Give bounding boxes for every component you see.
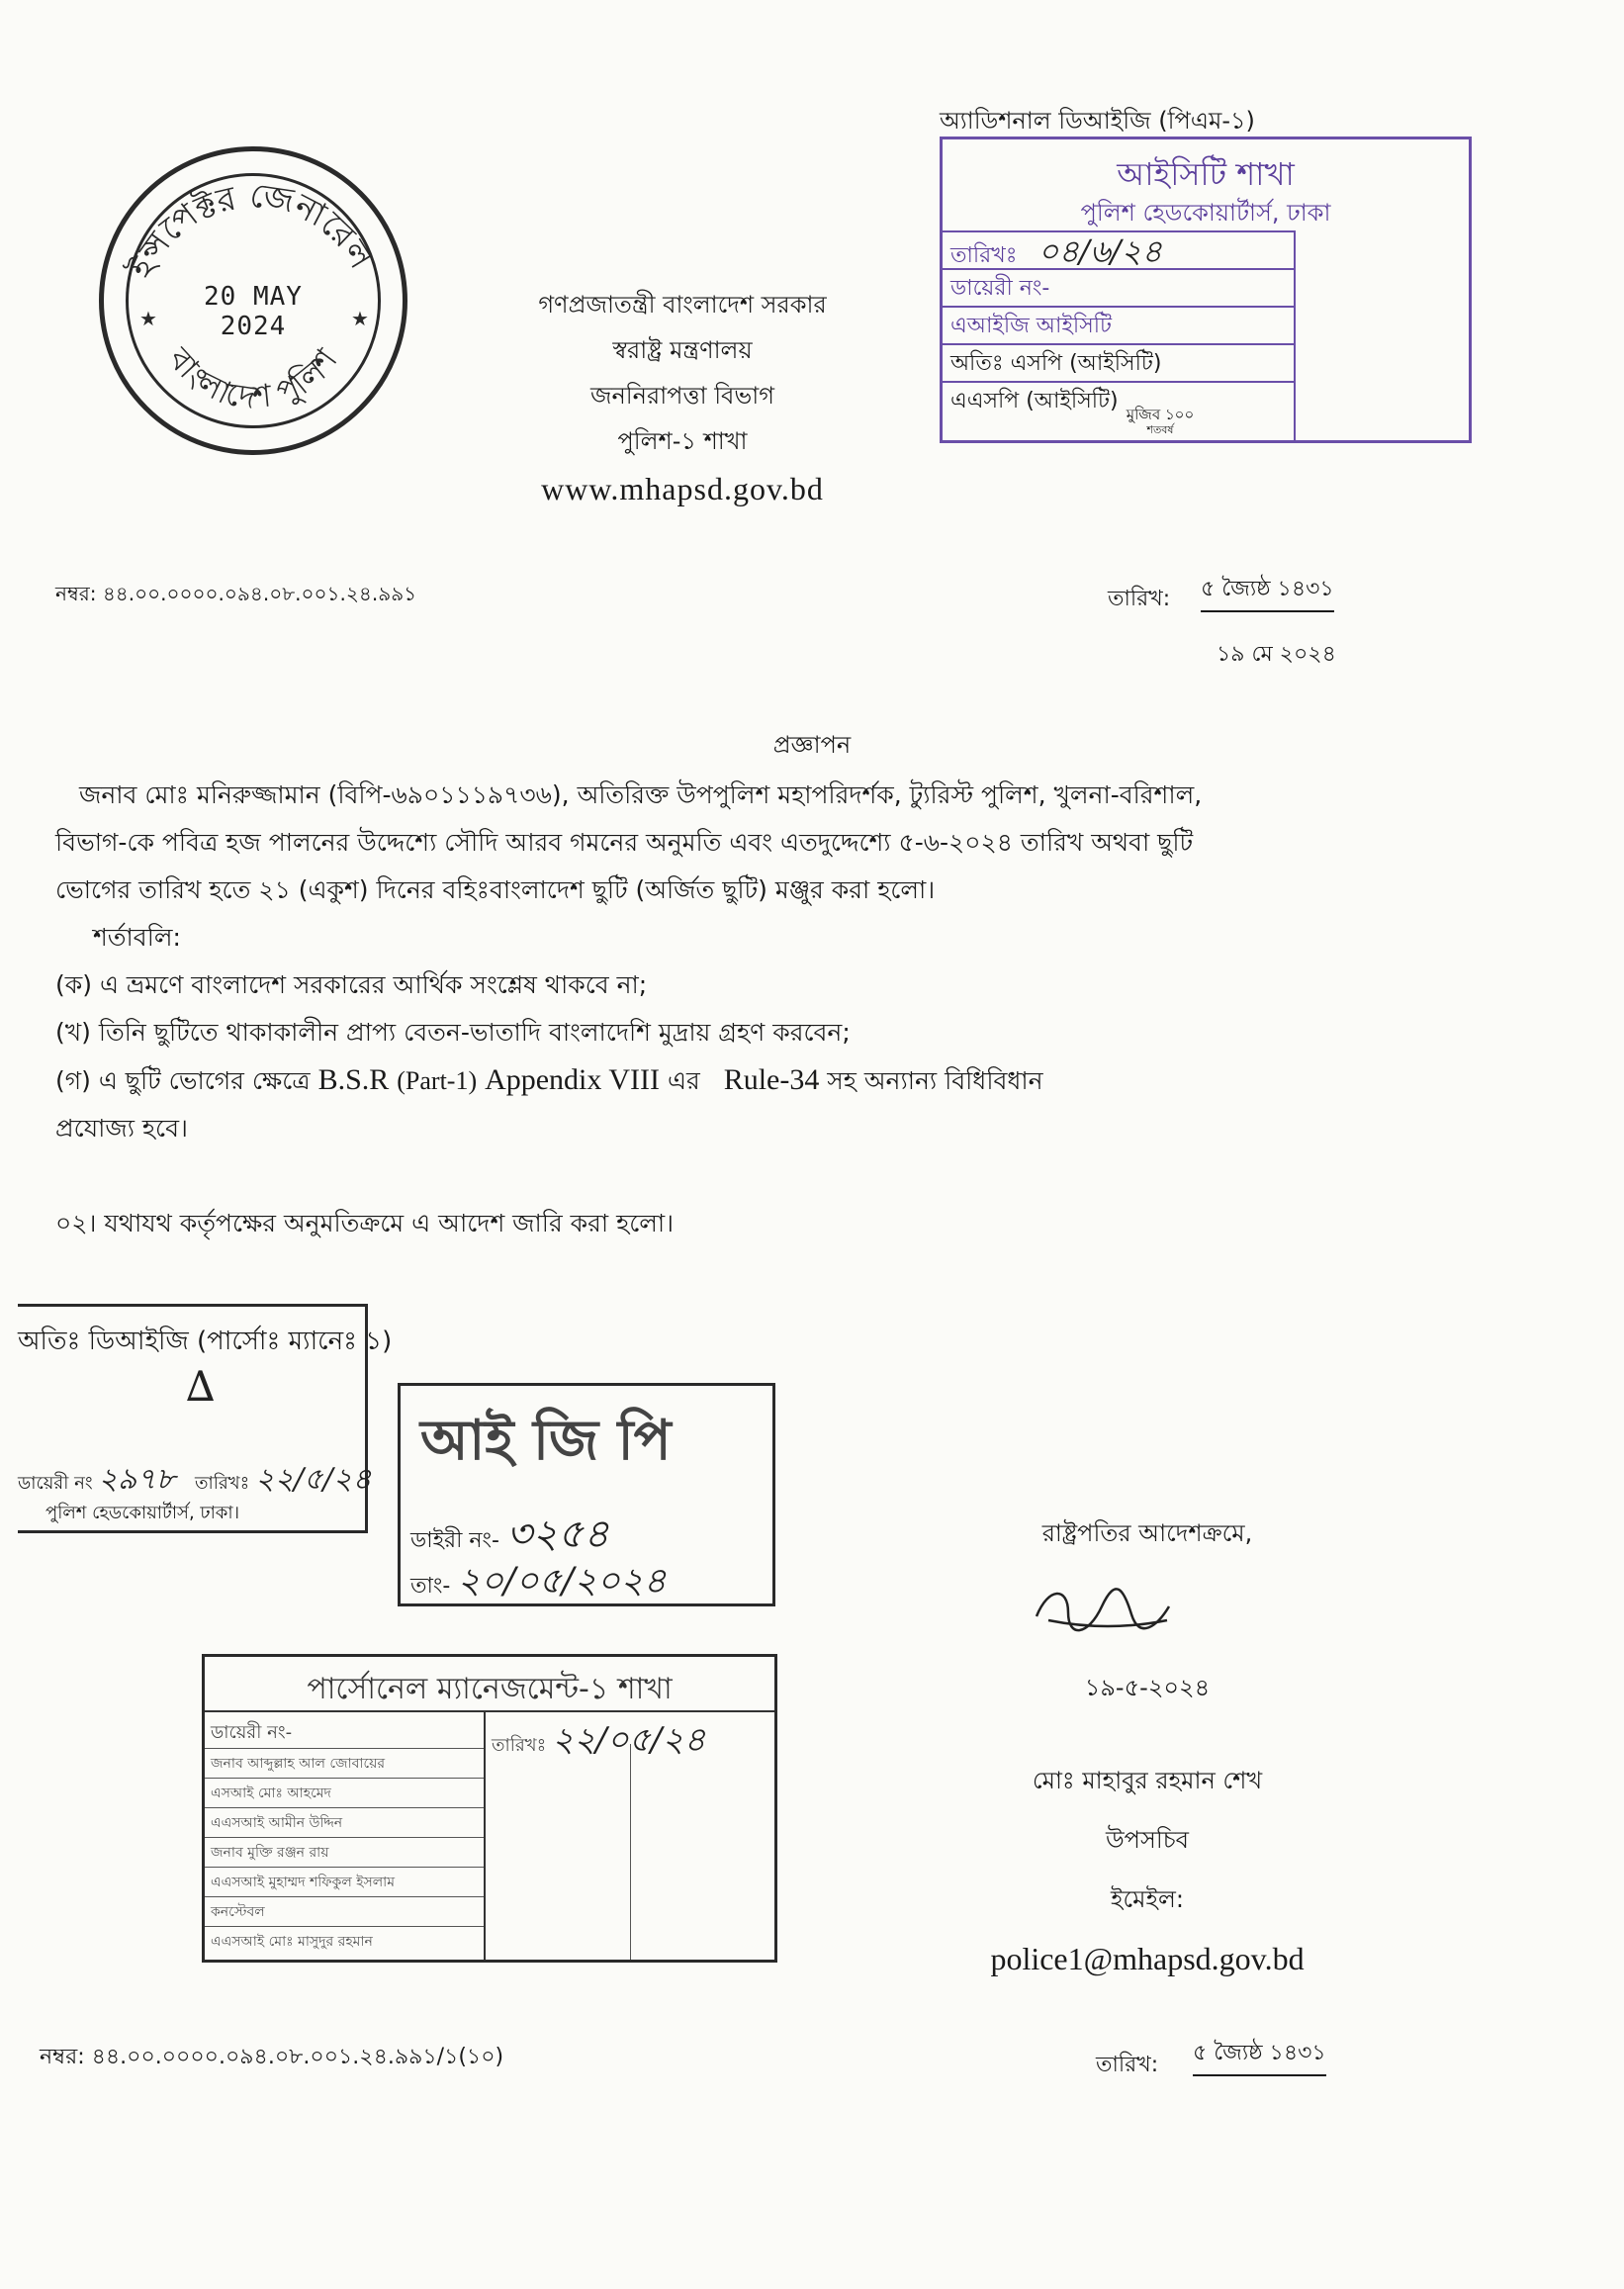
signatory-name: মোঃ মাহাবুর রহমান শেখ xyxy=(1032,1767,1263,1794)
igp-diary-value: ৩২৫৪ xyxy=(505,1511,609,1557)
spacer xyxy=(55,1152,1381,1200)
ict-branch-title: আইসিটি শাখা xyxy=(1117,155,1295,193)
mujib-100-text: মুজিব ১০০ xyxy=(1126,406,1195,423)
mujib-100-logo xyxy=(1121,407,1200,438)
igp-date-value: ২০/০৫/২০২৪ xyxy=(457,1561,667,1602)
condition-ga-bsr: B.S.R xyxy=(317,1063,390,1096)
footer-memo-date-label: তারিখ: xyxy=(1096,2053,1159,2077)
addl-dig-date-value: ২২/৫/২৪ xyxy=(254,1462,372,1497)
pm-row-1: জনাব আব্দুল্লাহ আল জোবায়ের xyxy=(205,1748,484,1778)
ict-row-asp-label: এএসপি (আইসিটি) xyxy=(950,389,1119,413)
para-line-1: জনাব মোঃ মনিরুজ্জামান (বিপি-৬৯০১১১৯৭৩৬), অতিরিক্ত উপপুলিশ মহাপরিদর্শক, ট্যুরিস্ট পুলিশ, খুলনা-বরিশাল, xyxy=(79,780,1203,809)
gov-line-3: জননিরাপত্তা বিভাগ xyxy=(590,382,774,410)
email-link[interactable]: police1@mhapsd.gov.bd xyxy=(990,1941,1305,1976)
condition-ka: (ক) এ ভ্রমণে বাংলাদেশ সরকারের আর্থিক সংশ্লেষ থাকবে না; xyxy=(55,970,648,999)
paragraph-02: ০২। যথাযথ কর্তৃপক্ষের অনুমতিক্রমে এ আদেশ জারি করা হলো। xyxy=(55,1209,675,1237)
condition-ga-line-2: প্রযোজ্য হবে। xyxy=(55,1114,188,1143)
pm-date-row xyxy=(492,1714,705,1771)
gov-line-4: পুলিশ-১ শাখা xyxy=(617,427,748,455)
seal-top-text: ইন্সপেক্টর জেনারেল xyxy=(121,175,382,285)
igp-stamp-title: আই জি পি xyxy=(420,1409,672,1473)
ict-date-label: তারিখঃ xyxy=(950,243,1018,268)
ict-date-row xyxy=(943,230,1294,268)
addl-dig-heading: অ্যাডিশনাল ডিআইজি (পিএম-১) xyxy=(940,107,1255,135)
ict-branch-stamp xyxy=(940,137,1472,443)
condition-ga-rule: Rule-34 xyxy=(723,1063,820,1096)
signatory-designation: উপসচিব xyxy=(1105,1826,1190,1854)
memo-date-english: ১৯ মে ২০২৪ xyxy=(1217,642,1336,667)
gov-line-1: গণপ্রজাতন্ত্রী বাংলাদেশ সরকার xyxy=(538,291,827,319)
ict-diary-label: ডায়েরী নং- xyxy=(950,276,1050,301)
gov-website-link[interactable]: www.mhapsd.gov.bd xyxy=(541,471,824,506)
seal-star-left: ★ xyxy=(139,307,157,330)
svg-text:বাংলাদেশ পুলিশ xyxy=(160,339,345,416)
signature-spacer xyxy=(930,1717,1365,1751)
seal-bottom-text: বাংলাদেশ পুলিশ xyxy=(160,339,345,416)
pm-row-5: এএসআই মুহাম্মদ শফিকুল ইসলাম xyxy=(205,1867,484,1896)
pm-row-3: এএসআই আমীন উদ্দিন xyxy=(205,1807,484,1837)
seal-star-right: ★ xyxy=(351,307,369,330)
pm-stamp-heading: পার্সোনেল ম্যানেজমেন্ট-১ শাখা xyxy=(307,1672,673,1706)
mujib-100-subtext: শতবর্ষ xyxy=(1146,423,1174,436)
pm-row-4: জনাব মুক্তি রঞ্জন রায় xyxy=(205,1837,484,1867)
by-order-of-president: রাষ্ট্রপতির আদেশক্রমে, xyxy=(1041,1519,1253,1547)
pm-column-divider-1 xyxy=(484,1710,486,1960)
para-line-2: বিভাগ-কে পবিত্র হজ পালনের উদ্দেশ্যে সৌদি আরব গমনের অনুমতি এবং এতদুদ্দেশ্যে ৫-৬-২০২৪ তারিখ অথবা ছুটি xyxy=(55,828,1194,857)
conditions-title: শর্তাবলি: xyxy=(93,923,181,952)
pm-column-divider-2 xyxy=(630,1744,631,1960)
ict-hq-line: পুলিশ হেডকোয়ার্টার্স, ঢাকা xyxy=(1080,199,1331,227)
personnel-mgmt-stamp xyxy=(202,1654,777,1963)
igp-date-label: তাং- xyxy=(410,1574,451,1599)
pm-diary-label: ডায়েরী নং- xyxy=(211,1722,293,1743)
memo-date-label: তারিখ: xyxy=(1108,587,1171,611)
signature-image xyxy=(930,1563,1365,1658)
email-label: ইমেইল: xyxy=(1111,1885,1184,1913)
addl-dig-stamp xyxy=(18,1304,393,1533)
igp-date-row xyxy=(410,1554,667,1613)
igp-diary-label: ডাইরী নং- xyxy=(410,1528,499,1553)
footer-memo-date-bangla: ৫ জ্যৈষ্ঠ ১৪৩১ xyxy=(1193,2036,1326,2076)
condition-ga xyxy=(55,1056,1381,1105)
signature-scribble xyxy=(1029,1577,1177,1646)
ict-row-aig-label: এআইজি আইসিটি xyxy=(950,314,1113,338)
ict-row-aig xyxy=(943,306,1294,343)
addl-dig-stamp-heading: অতিঃ ডিআইজি (পার্সোঃ ম্যানেঃ ১) xyxy=(18,1327,393,1356)
ict-row-asp xyxy=(943,381,1294,418)
pm-row-7: এএসআই মোঃ মাসুদুর রহমান xyxy=(205,1926,484,1956)
condition-ga-part: (Part-1) xyxy=(397,1066,478,1095)
addl-dig-stamp-footer: পুলিশ হেডকোয়ার্টার্স, ঢাকা। xyxy=(45,1503,240,1523)
ict-row-addl-sp xyxy=(943,343,1294,381)
memo-number-label: নম্বর: xyxy=(55,582,97,605)
memo-date-bangla: ৫ জ্যৈষ্ঠ ১৪৩১ xyxy=(1201,572,1334,612)
para-line-3: ভোগের তারিখ হতে ২১ (একুশ) দিনের বহিঃবাংলাদেশ ছুটি (অর্জিত ছুটি) মঞ্জুর করা হলো। xyxy=(55,875,936,904)
condition-ga-mid: এর xyxy=(667,1066,700,1095)
government-header xyxy=(475,282,890,511)
addl-dig-date-label: তারিখঃ xyxy=(195,1473,250,1494)
condition-ga-suffix: সহ অন্যান্য বিধিবিধান xyxy=(827,1066,1043,1095)
pm-date-value: ২২/০৫/২৪ xyxy=(551,1720,706,1760)
pm-row-2: এসআই মোঃ আহমেদ xyxy=(205,1778,484,1807)
ict-diary-row xyxy=(943,268,1294,306)
footer-memo-number-label: নম্বর: xyxy=(40,2045,85,2069)
ict-date-handwritten: ০৪/৬/২৪ xyxy=(1038,232,1162,270)
signature-date: ১৯-৫-২০২৪ xyxy=(1084,1674,1211,1701)
svg-text:ইন্সপেক্টর জেনারেল xyxy=(121,175,381,285)
notification-body xyxy=(55,772,1381,1247)
pm-date-label: তারিখঃ xyxy=(492,1735,547,1756)
seal-date: 20 MAY 2024 xyxy=(204,282,303,341)
addl-dig-diary-value: ২৯৭৮ xyxy=(98,1462,176,1497)
inspector-general-seal xyxy=(99,146,407,455)
signature-block xyxy=(930,1504,1365,1988)
footer-memo-number-value: ৪৪.০০.০০০০.০৯৪.০৮.০০১.২৪.৯৯১/১(১০) xyxy=(91,2045,504,2069)
condition-ga-prefix: (গ) এ ছুটি ভোগের ক্ষেত্রে xyxy=(55,1066,311,1095)
ict-row-addl-sp-label: অতিঃ এসপি (আইসিটি) xyxy=(950,351,1162,376)
footer-memo-number xyxy=(40,2040,503,2076)
condition-kha: (খ) তিনি ছুটিতে থাকাকালীন প্রাপ্য বেতন-ভাতাদি বাংলাদেশি মুদ্রায় গ্রহণ করবেন; xyxy=(55,1018,851,1047)
pm-heading-divider xyxy=(205,1710,774,1712)
memo-number-value: ৪৪.০০.০০০০.০৯৪.০৮.০০১.২৪.৯৯১ xyxy=(102,582,417,605)
ict-column-divider xyxy=(1294,230,1298,440)
notification-title: প্রজ্ঞাপন xyxy=(772,731,852,759)
gov-line-2: স্বরাষ্ট্র মন্ত্রণালয় xyxy=(612,336,753,364)
igp-stamp xyxy=(398,1383,775,1606)
addl-dig-stamp-mark: ∆ xyxy=(186,1362,216,1411)
memo-number xyxy=(55,580,416,612)
pm-row-6: কনস্টেবল xyxy=(205,1896,484,1926)
addl-dig-diary-label: ডায়েরী নং xyxy=(18,1473,93,1494)
condition-ga-appendix: Appendix VIII xyxy=(485,1063,660,1096)
